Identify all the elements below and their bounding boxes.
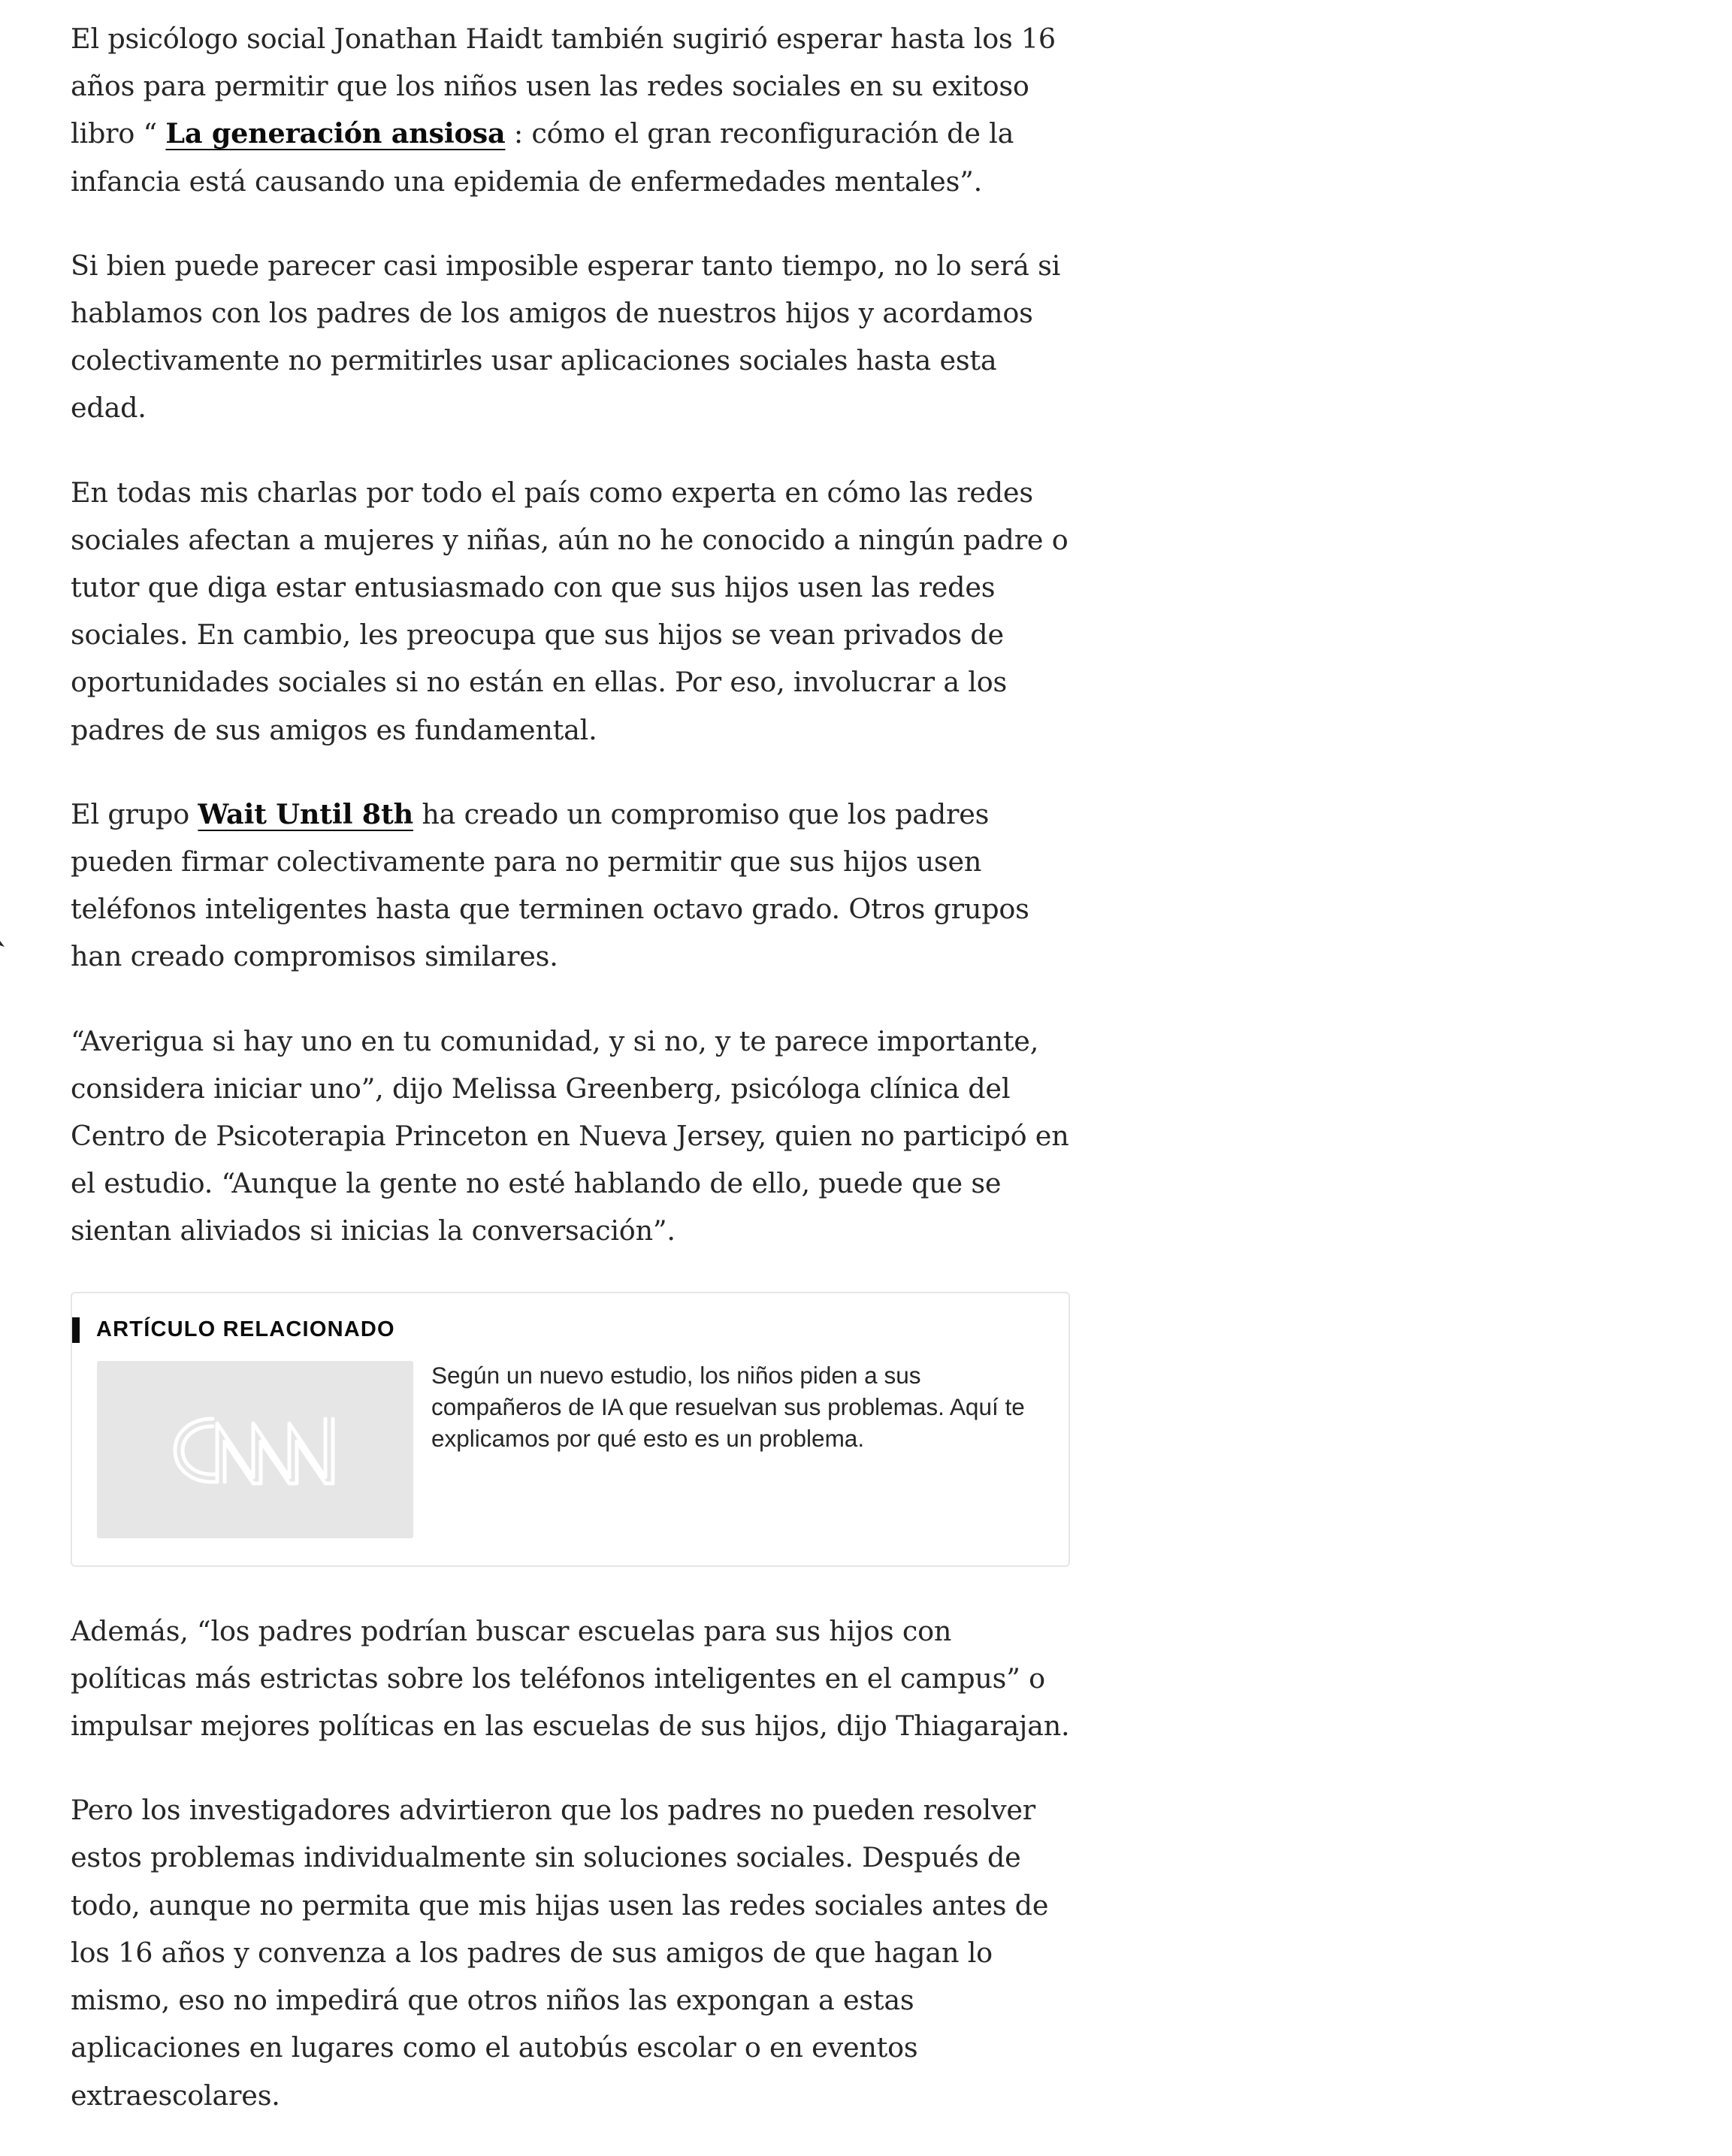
paragraph-wait: Si bien puede parecer casi imposible esperar tanto tiempo, no lo será si hablamos con los padres de los amigos de nuestros hijos y acordamos colectivamente no permitirles usar aplicaciones sociales hasta esta edad. bbox=[71, 249, 1061, 425]
paragraph-talks: En todas mis charlas por todo el país como experta en cómo las redes sociales afectan a mujeres y niñas, aún no he conocido a ningún padre o tutor que diga estar entusiasmado con que sus hijos usen las redes sociales. En cambio, les preocupa que sus hijos se vean privados de oportunidades sociales si no están en ellas. Por eso, involucrar a los padres de sus amigos es fundamental. bbox=[71, 476, 1069, 746]
paragraph-wait-until-8th: El grupo Wait Until 8th ha creado un compromiso que los padres pueden firmar colectivamente para no permitir que sus hijos usen teléfonos inteligentes hasta que terminen octavo grado. Otros grupos han creado compromisos similares. bbox=[71, 797, 1029, 973]
paragraph-haidt: El psicólogo social Jonathan Haidt también sugirió esperar hasta los 16 años para permitir que los niños usen las redes sociales en su exitoso libro “ La generación ansiosa : cómo el gran reconfiguración de la infancia está causando una epidemia de enfermedades mentales”. bbox=[71, 23, 1056, 198]
paragraph-researchers: Pero los investigadores advirtieron que los padres no pueden resolver estos problemas individualmente sin soluciones sociales. Después de todo, aunque no permita que mis hijas usen las redes sociales antes de los 16 años y convenza a los padres de sus amigos de que hagan lo mismo, eso no impedirá que otros niños las expongan a estas aplicaciones en lugares como el autobús escolar o en eventos extraescolares. bbox=[71, 1794, 1049, 2112]
related-accent-bar bbox=[72, 1317, 80, 1343]
link-wait-until-8th[interactable]: Wait Until 8th bbox=[198, 797, 413, 830]
related-article-thumbnail[interactable] bbox=[97, 1361, 413, 1538]
cnn-logo-icon bbox=[169, 1408, 342, 1491]
link-la-generacion-ansiosa[interactable]: La generación ansiosa bbox=[165, 117, 506, 150]
related-article-headline[interactable]: Según un nuevo estudio, los niños piden a sus compañeros de IA que resuelvan sus problemas. Aquí te explicamos por qué esto es un problema. bbox=[431, 1361, 1025, 1452]
related-article-label: ARTÍCULO RELACIONADO bbox=[96, 1317, 395, 1342]
edge-arrow-icon bbox=[0, 941, 6, 948]
article-body bbox=[71, 15, 1070, 2156]
paragraph-greenberg-quote: “Averigua si hay uno en tu comunidad, y si no, y te parece importante, considera iniciar uno”, dijo Melissa Greenberg, psicóloga clínica del Centro de Psicoterapia Princeton en Nueva Jersey, quien no participó en el estudio. “Aunque la gente no esté hablando de ello, puede que se sientan aliviados si inicias la conversación”. bbox=[71, 1024, 1069, 1247]
paragraph-schools: Además, “los padres podrían buscar escuelas para sus hijos con políticas más estrictas sobre los teléfonos inteligentes en el campus” o impulsar mejores políticas en las escuelas de sus hijos, dijo Thiagarajan. bbox=[71, 1614, 1070, 1743]
related-article-card[interactable] bbox=[71, 1292, 1070, 1567]
related-article-header bbox=[72, 1317, 395, 1343]
